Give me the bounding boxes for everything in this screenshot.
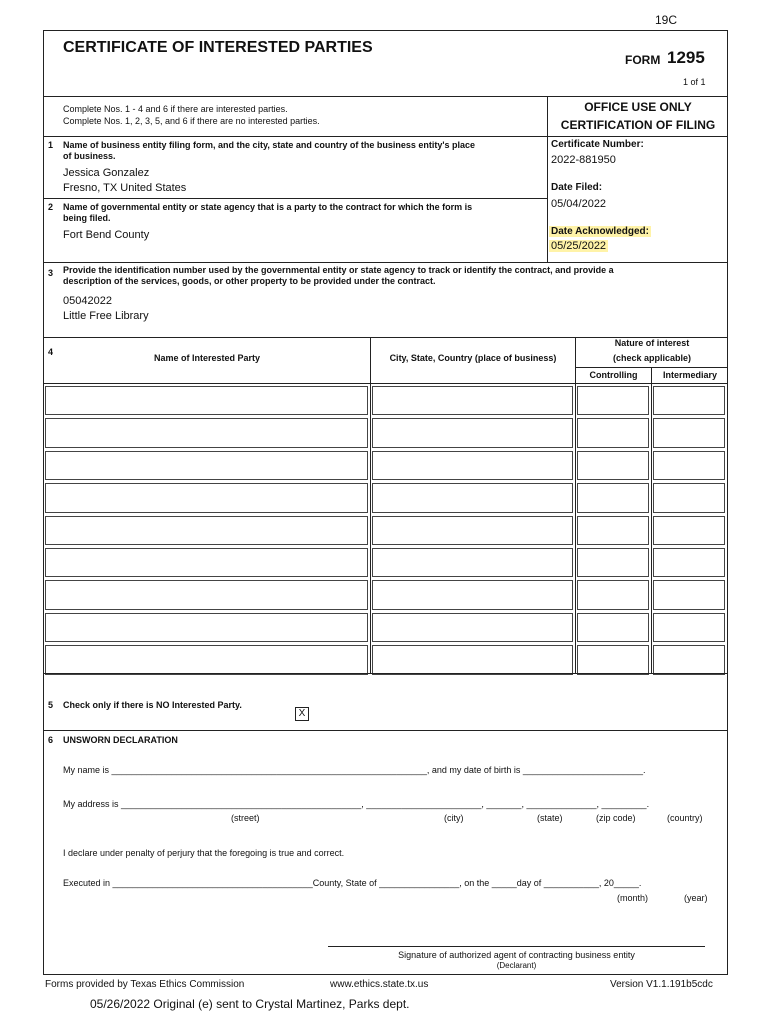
caption-zip: (zip code): [596, 813, 636, 823]
section-2-divider: [43, 262, 728, 263]
col-header-name: Name of Interested Party: [153, 353, 261, 363]
intermediary-cell[interactable]: [653, 580, 725, 609]
intermediary-cell[interactable]: [653, 451, 725, 480]
business-entity-location: Fresno, TX United States: [63, 182, 187, 194]
form-number: 1295: [667, 48, 705, 67]
party-location-cell[interactable]: [372, 418, 573, 447]
controlling-cell[interactable]: [577, 580, 649, 609]
controlling-cell[interactable]: [577, 516, 649, 545]
caption-country: (country): [667, 813, 703, 823]
party-location-cell[interactable]: [372, 386, 573, 415]
col-header-check: (check applicable): [612, 353, 692, 363]
party-location-cell[interactable]: [372, 645, 573, 674]
col-header-controlling: Controlling: [589, 370, 638, 380]
date-acknowledged-value: 05/25/2022: [551, 240, 607, 252]
party-location-cell[interactable]: [372, 548, 573, 577]
section-6-number: 6: [48, 735, 54, 745]
section-2-label-2: being filed.: [63, 213, 111, 223]
intermediary-cell[interactable]: [653, 386, 725, 415]
party-name-cell[interactable]: [45, 418, 368, 447]
instruction-line-2: Complete Nos. 1, 2, 3, 5, and 6 if there are no interested parties.: [63, 116, 320, 126]
intermediary-cell[interactable]: [653, 645, 725, 674]
party-name-cell[interactable]: [45, 386, 368, 415]
nature-divider: [575, 367, 728, 368]
section-2-label-1: Name of governmental entity or state agency that is a party to the contract for which the form is: [63, 202, 473, 212]
no-interested-party-checkbox[interactable]: X: [295, 707, 309, 721]
section-3-label-1: Provide the identification number used by the governmental entity or state agency to track or identify the contract, and provide a: [63, 265, 614, 275]
section-3-label-2: description of the services, goods, or other property to be provided under the contract.: [63, 276, 436, 286]
caption-month: (month): [617, 893, 649, 903]
section-3-number: 3: [48, 268, 54, 278]
section-1-number: 1: [48, 140, 54, 150]
declaration-address-line[interactable]: My address is ________________________________________________, _______________________, _______, ______________, _________.: [63, 799, 650, 809]
intermediary-cell[interactable]: [653, 418, 725, 447]
controlling-cell[interactable]: [577, 645, 649, 674]
certificate-number-label: Certificate Number:: [551, 139, 644, 150]
party-name-cell[interactable]: [45, 645, 368, 674]
date-acknowledged-label: Date Acknowledged:: [551, 226, 649, 237]
page-indicator: 1 of 1: [683, 77, 706, 87]
party-location-cell[interactable]: [372, 483, 573, 512]
party-name-cell[interactable]: [45, 483, 368, 512]
table-header-bottom: [43, 383, 728, 384]
governmental-entity-name: Fort Bend County: [63, 229, 150, 241]
party-location-cell[interactable]: [372, 516, 573, 545]
party-name-cell[interactable]: [45, 451, 368, 480]
controlling-cell[interactable]: [577, 613, 649, 642]
controlling-cell[interactable]: [577, 483, 649, 512]
form-code: 19C: [655, 13, 678, 27]
business-entity-name: Jessica Gonzalez: [63, 167, 150, 179]
party-name-cell[interactable]: [45, 516, 368, 545]
party-name-cell[interactable]: [45, 548, 368, 577]
party-name-cell[interactable]: [45, 580, 368, 609]
intermediary-cell[interactable]: [653, 516, 725, 545]
caption-state: (state): [537, 813, 563, 823]
form-title: CERTIFICATE OF INTERESTED PARTIES: [63, 39, 373, 56]
controlling-cell[interactable]: [577, 548, 649, 577]
controlling-cell[interactable]: [577, 451, 649, 480]
instruction-line-1: Complete Nos. 1 - 4 and 6 if there are interested parties.: [63, 104, 288, 114]
col-header-nature: Nature of interest: [614, 338, 690, 348]
section-1-label-2: of business.: [63, 151, 116, 161]
intermediary-cell[interactable]: [653, 548, 725, 577]
controlling-cell[interactable]: [577, 386, 649, 415]
col-header-location: City, State, Country (place of business): [389, 353, 557, 363]
section-6-title: UNSWORN DECLARATION: [63, 735, 178, 745]
caption-year: (year): [684, 893, 708, 903]
section-5-number: 5: [48, 700, 54, 710]
footer-version: Version V1.1.191b5cdc: [610, 979, 713, 990]
date-filed-value: 05/04/2022: [551, 198, 607, 210]
section-4-number: 4: [48, 347, 54, 357]
signature-sublabel: (Declarant): [496, 961, 537, 970]
certificate-number-value: 2022-881950: [551, 154, 616, 166]
instruction-divider: [43, 136, 547, 137]
caption-city: (city): [444, 813, 464, 823]
section-1-label-1: Name of business entity filing form, and the city, state and country of the business entity's place: [63, 140, 476, 150]
section-5-label: Check only if there is NO Interested Party.: [63, 700, 242, 710]
section-5-divider: [43, 730, 728, 731]
office-title-divider: [547, 136, 728, 137]
date-filed-label: Date Filed:: [551, 182, 603, 193]
declaration-name-line[interactable]: My name is _______________________________________________________________, and my date of birth is ________________________.: [63, 765, 646, 775]
form-prefix: FORM: [625, 53, 661, 67]
controlling-cell[interactable]: [577, 418, 649, 447]
table-col-divider-2: [575, 337, 576, 673]
party-location-cell[interactable]: [372, 580, 573, 609]
filing-note: 05/26/2022 Original (e) sent to Crystal Martinez, Parks dept.: [90, 997, 410, 1011]
signature-line[interactable]: [328, 946, 705, 947]
col-header-intermediary: Intermediary: [662, 370, 718, 380]
section-2-number: 2: [48, 202, 54, 212]
footer-provider: Forms provided by Texas Ethics Commission: [45, 979, 245, 990]
party-location-cell[interactable]: [372, 613, 573, 642]
penalty-statement: I declare under penalty of perjury that the foregoing is true and correct.: [63, 848, 345, 858]
contract-id: 05042022: [63, 295, 112, 307]
intermediary-cell[interactable]: [653, 483, 725, 512]
intermediary-cell[interactable]: [653, 613, 725, 642]
declaration-executed-line[interactable]: Executed in ________________________________________County, State of ________________, on the _____day of ___________, 20_____.: [63, 878, 642, 888]
office-title: OFFICE USE ONLY: [584, 100, 692, 114]
header-divider: [43, 96, 728, 97]
section-4-divider: [43, 673, 728, 674]
party-location-cell[interactable]: [372, 451, 573, 480]
party-name-cell[interactable]: [45, 613, 368, 642]
footer-website[interactable]: www.ethics.state.tx.us: [330, 979, 429, 990]
caption-street: (street): [231, 813, 260, 823]
table-col-divider-3: [651, 367, 652, 673]
table-col-divider-1: [370, 337, 371, 673]
contract-description: Little Free Library: [63, 310, 149, 322]
office-subtitle: CERTIFICATION OF FILING: [560, 118, 716, 132]
signature-label: Signature of authorized agent of contracting business entity: [398, 950, 635, 960]
section-1-divider: [43, 198, 547, 199]
